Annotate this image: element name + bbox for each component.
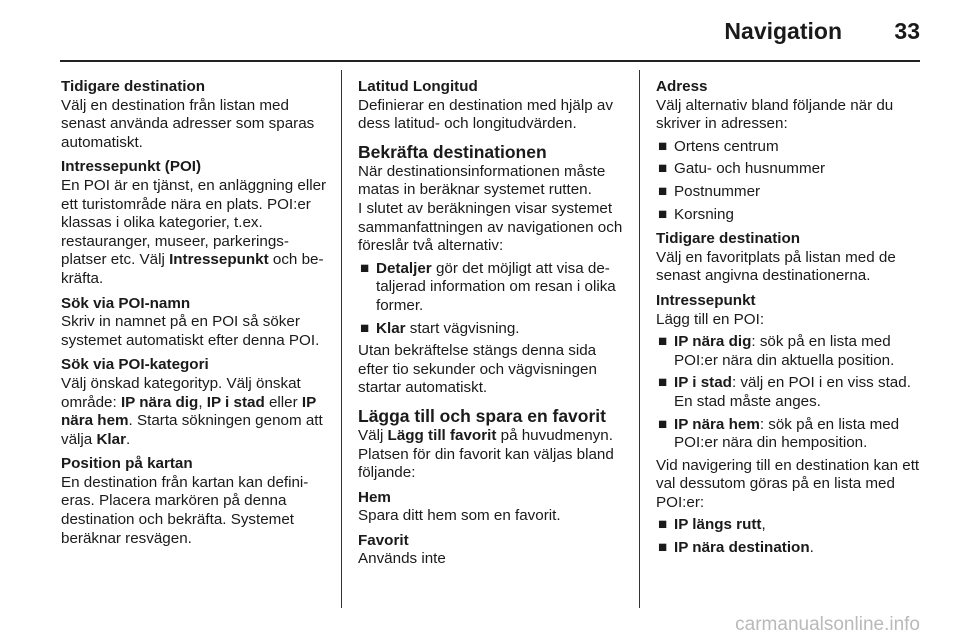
text-run: : sök på en lista med POI:er nära din aktuella position.	[674, 333, 895, 369]
heading-sok-via-poi-kategori: Sök via POI-kategori	[61, 356, 209, 374]
term-klar: Klar	[96, 430, 127, 448]
bullet-icon: ■	[658, 516, 668, 534]
bullet-icon: ■	[658, 415, 668, 433]
heading-favorit: Favorit	[358, 531, 409, 549]
text-bekrafta-2: I slutet av beräkningen visar systemet sammanfattningen av navigationen och föreslår två alternativ:	[358, 199, 623, 255]
text-latitud-longitud: Definierar en destination med hjälp av dess latitud- och longitudvärden.	[358, 96, 613, 133]
text-bekrafta-3: Utan bekräftelse stängs denna sida efter tio sekunder och vägvisningen startar automatiskt.	[358, 342, 597, 397]
heading-tidigare-destination: Tidigare destination	[656, 230, 801, 248]
text-run: gör det möjligt att visa de-taljerad information om resan i olika former.	[376, 259, 616, 314]
text-run: .	[126, 430, 131, 448]
bullet-icon: ■	[658, 160, 668, 178]
heading-hem: Hem	[358, 488, 391, 506]
heading-position-pa-kartan: Position på kartan	[61, 455, 193, 473]
bullet-icon: ■	[658, 182, 668, 200]
column-1	[61, 78, 331, 552]
text-run: .	[809, 539, 814, 557]
text-run: och be-kräfta.	[61, 251, 324, 287]
list-item-label: Korsning	[674, 205, 734, 223]
term-ip-nara-hem: IP nära hem	[61, 393, 316, 430]
term-ip-nara-dig: IP nära dig	[674, 333, 752, 351]
text-sok-via-poi-namn: Skriv in namnet på en POI så söker systemet automatiskt efter denna POI.	[61, 313, 320, 349]
watermark: carmanualsonline.info	[735, 614, 920, 635]
heading-latitud-longitud: Latitud Longitud	[358, 78, 478, 95]
list-item-label: Ortens centrum	[674, 137, 779, 155]
term-klar: Klar	[376, 319, 406, 337]
heading-sok-via-poi-namn: Sök via POI-namn	[61, 294, 191, 312]
bullet-icon: ■	[658, 539, 668, 557]
text-intressepunkt-2: Vid navigering till en destination kan ett val dessutom göras på en lista med POI:er:	[656, 456, 920, 511]
list-item-label: Gatu- och husnummer	[674, 160, 826, 178]
list-item	[656, 206, 926, 225]
text-intressepunkt-poi	[61, 177, 331, 289]
term-ip-nara-destination: IP nära destination	[674, 539, 810, 557]
text-run: på huvudmenyn. Platsen för din favorit kan väljas bland följande:	[358, 426, 614, 482]
text-hem: Spara ditt hem som en favorit.	[358, 507, 561, 525]
list-item-ip-nara-dig	[656, 333, 926, 370]
bullet-icon: ■	[658, 333, 668, 351]
text-tidigare-destination: Välj en favoritplats på listan med de senast angivna destinationerna.	[656, 248, 896, 285]
term-intressepunkt: Intressepunkt	[169, 251, 269, 269]
term-ip-langs-rutt: IP längs rutt	[674, 516, 762, 534]
list-item	[656, 183, 926, 202]
text-run: . Starta sökningen genom att välja	[61, 412, 323, 448]
list-item	[656, 138, 926, 157]
term-detaljer: Detaljer	[376, 259, 432, 277]
text-run: Välj önskad kategorityp. Välj önskat område:	[61, 374, 301, 411]
text-run: ,	[198, 393, 207, 411]
text-bekrafta-1: När destinationsinformationen måste matas in beräknar systemet rutten.	[358, 162, 606, 199]
page-header	[0, 0, 960, 62]
text-run: : sök på en lista med POI:er nära din hemposition.	[674, 415, 900, 452]
heading-tidigare-destination: Tidigare destination	[61, 78, 206, 95]
column-2	[358, 78, 628, 573]
bullet-icon: ■	[658, 374, 668, 392]
text-run: En POI är en tjänst, en anläggning eller ett turistområde nära en plats. POI:er klassas i olika kategorier, t.ex. restauranger, museer, parkerings-platser etc. Välj	[61, 176, 327, 269]
list-item-ip-nara-hem	[656, 416, 926, 453]
text-adress: Välj alternativ bland följande när du skriver in adressen:	[656, 96, 894, 133]
column-divider-2	[639, 70, 640, 608]
page-number: 33	[894, 18, 920, 44]
list-item-detaljer	[358, 260, 628, 316]
bullet-icon: ■	[360, 319, 370, 337]
text-run: start vägvisning.	[405, 319, 520, 337]
term-lagg-till-favorit: Lägg till favorit	[387, 426, 497, 444]
text-sok-via-poi-kategori	[61, 375, 331, 449]
text-favorit: Används inte	[358, 550, 446, 568]
bullet-icon: ■	[658, 205, 668, 223]
text-position-pa-kartan: En destination från kartan kan defini-eras. Placera markören på denna destination och bekräfta. Systemet beräknar resvägen.	[61, 473, 309, 547]
text-run: ,	[761, 516, 766, 534]
text-intressepunkt: Lägg till en POI:	[656, 310, 765, 328]
text-tidigare-destination: Välj en destination från listan med senast använda adresser som sparas automatiskt.	[61, 96, 315, 151]
heading-bekrafta-destinationen: Bekräfta destinationen	[358, 141, 547, 162]
header-rule	[60, 60, 920, 62]
term-ip-nara-hem: IP nära hem	[674, 415, 760, 433]
text-lagga-till-favorit	[358, 427, 628, 483]
term-ip-nara-dig: IP nära dig	[120, 393, 199, 411]
text-run: eller	[264, 393, 302, 411]
heading-intressepunkt-poi: Intressepunkt (POI)	[61, 158, 202, 176]
list-item	[656, 160, 926, 179]
heading-intressepunkt: Intressepunkt	[656, 291, 756, 309]
bullet-icon: ■	[658, 137, 668, 155]
heading-lagga-till-favorit: Lägga till och spara en favorit	[358, 405, 606, 426]
column-divider-1	[341, 70, 342, 608]
term-ip-i-stad: IP i stad	[674, 374, 732, 392]
list-item-ip-langs-rutt	[656, 516, 926, 535]
heading-adress: Adress	[656, 78, 708, 95]
page-title: Navigation	[724, 18, 842, 44]
list-item-ip-i-stad	[656, 374, 926, 411]
list-item-ip-nara-destination	[656, 539, 926, 558]
bullet-icon: ■	[360, 259, 370, 277]
list-item-klar	[358, 320, 628, 339]
list-item-label: Postnummer	[674, 182, 761, 200]
column-3	[656, 78, 926, 562]
text-run: : välj en POI i en viss stad. En stad måste anges.	[674, 374, 911, 410]
term-ip-i-stad: IP i stad	[206, 393, 265, 411]
text-run: Välj	[358, 426, 388, 444]
